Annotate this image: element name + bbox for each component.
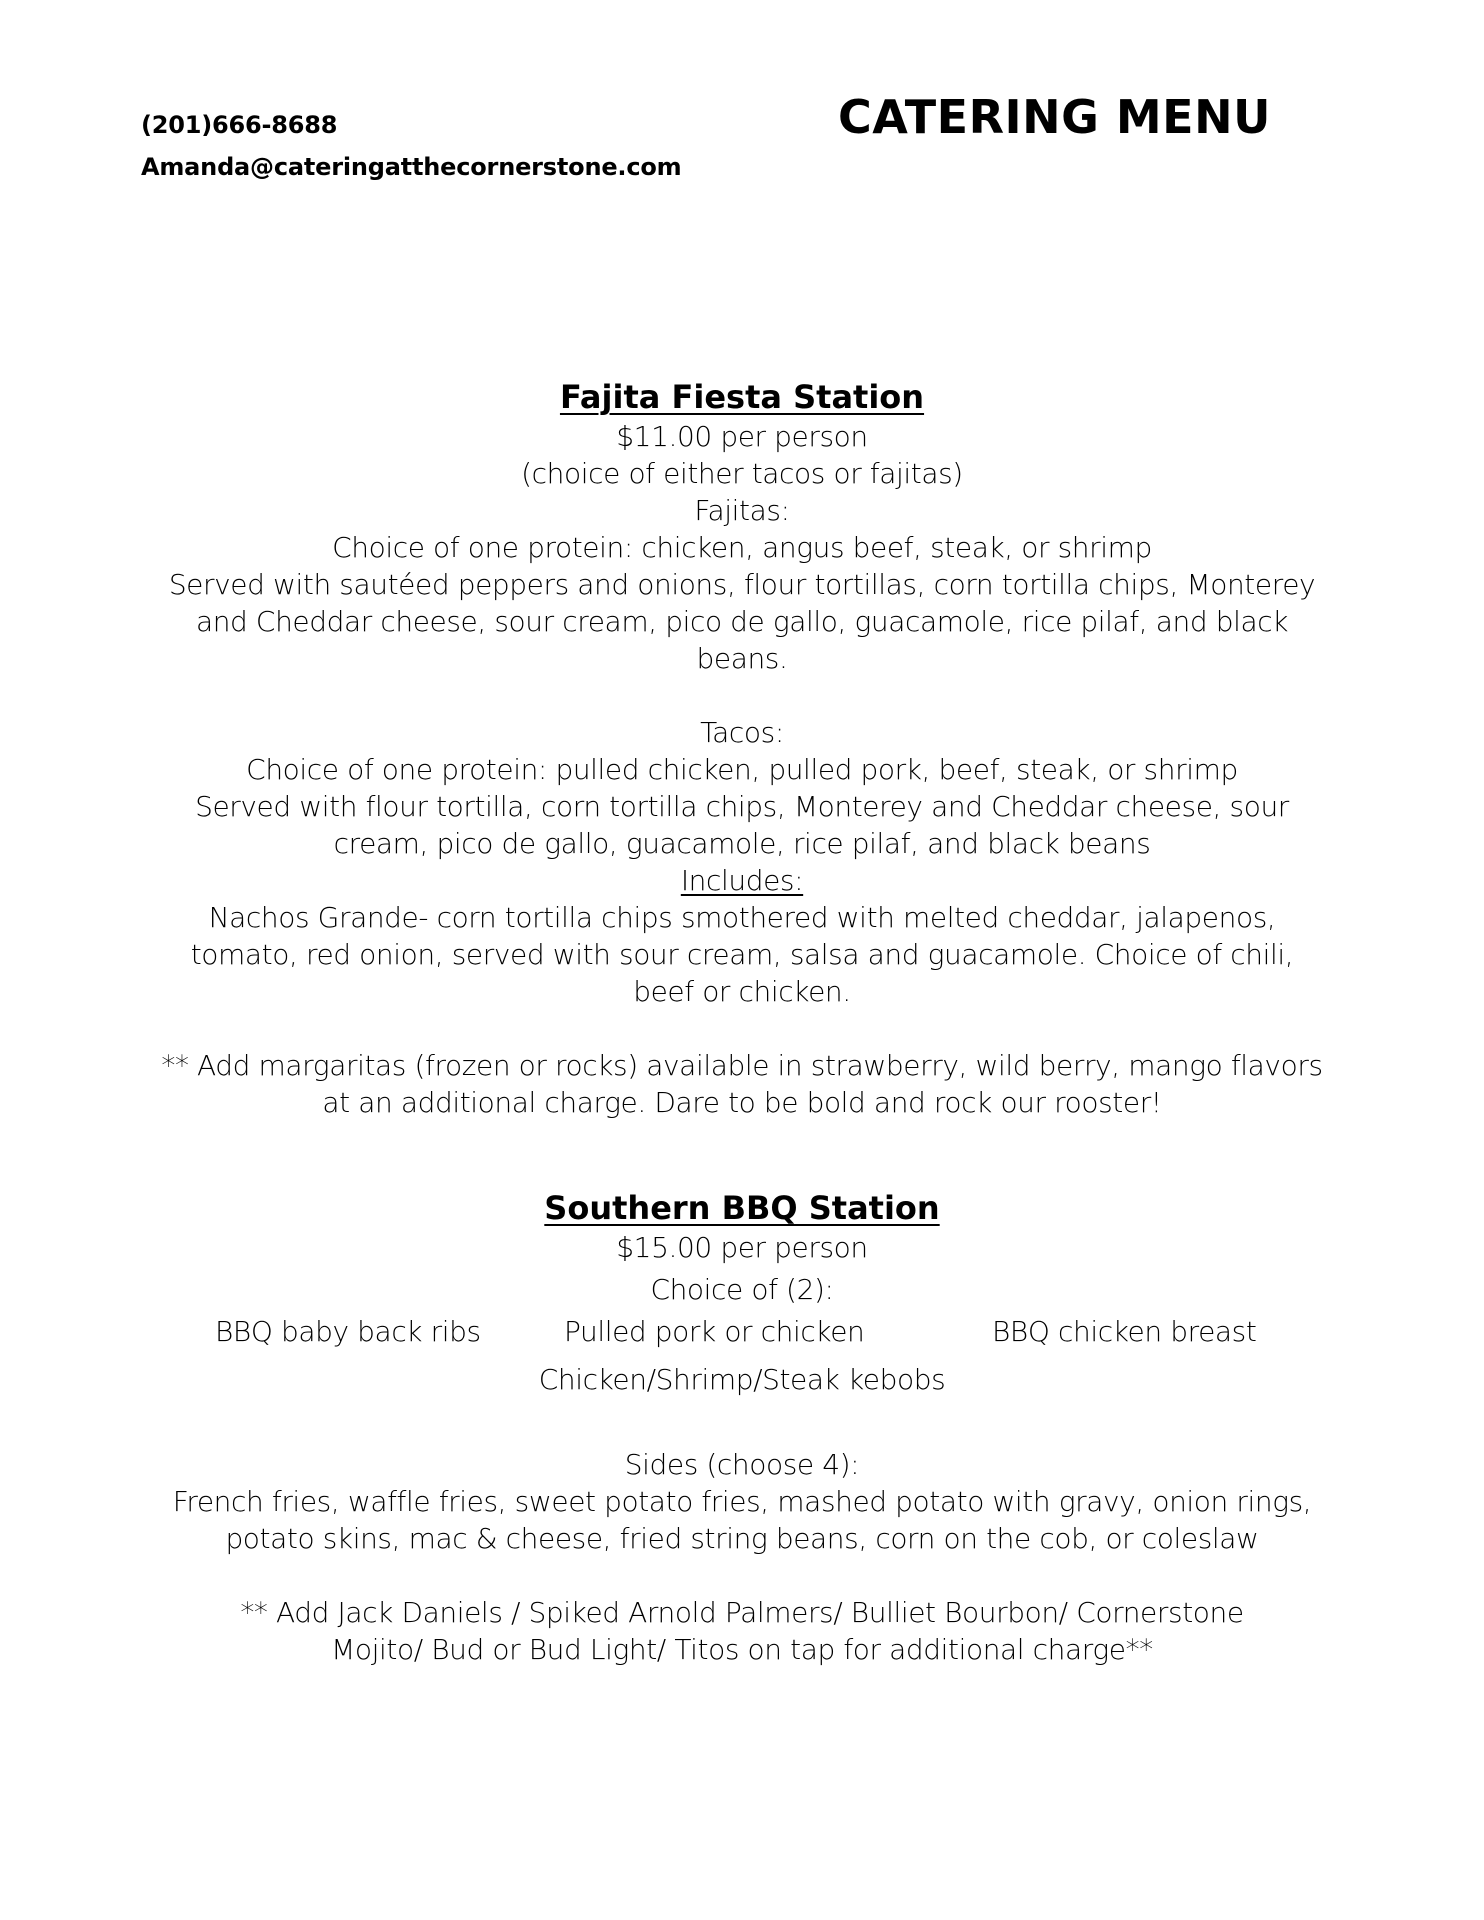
drinks-note-line-1: ** Add Jack Daniels / Spiked Arnold Palmers/ Bulliet Bourbon/ Cornerstone bbox=[240, 1596, 1244, 1629]
bbq-station-title: Southern BBQ Station bbox=[544, 1189, 940, 1227]
sides-line-1: French fries, waffle fries, sweet potato fries, mashed potato with gravy, onion rings, bbox=[172, 1485, 1312, 1518]
bbq-option: BBQ baby back ribs bbox=[215, 1315, 481, 1348]
southern-bbq-station-section bbox=[140, 1187, 1344, 1668]
bbq-price: $15.00 per person bbox=[616, 1231, 868, 1264]
tacos-served-line-2: cream, pico de gallo, guacamole, rice pilaf, and black beans bbox=[333, 827, 1151, 860]
tacos-label: Tacos: bbox=[700, 716, 784, 749]
margarita-note-line-1: ** Add margaritas (frozen or rocks) available in strawberry, wild berry, mango flavors bbox=[161, 1049, 1323, 1082]
fajitas-label: Fajitas: bbox=[694, 494, 790, 527]
includes-label: Includes: bbox=[680, 864, 804, 897]
spacer bbox=[140, 677, 1344, 714]
nachos-line-3: beef or chicken. bbox=[633, 975, 851, 1008]
fajita-fiesta-station-section bbox=[140, 376, 1344, 1121]
bbq-option: BBQ chicken breast bbox=[992, 1315, 1257, 1348]
fajita-price: $11.00 per person bbox=[616, 420, 868, 453]
spacer bbox=[140, 1557, 1344, 1594]
tacos-served-line-1: Served with flour tortilla, corn tortilla chips, Monterey and Cheddar cheese, sour bbox=[195, 790, 1289, 823]
bbq-option: Chicken/Shrimp/Steak kebobs bbox=[538, 1363, 946, 1396]
fajita-station-title: Fajita Fiesta Station bbox=[559, 378, 925, 416]
spacer bbox=[140, 1403, 1344, 1446]
fajitas-served-line-2: and Cheddar cheese, sour cream, pico de gallo, guacamole, rice pilaf, and black bbox=[195, 605, 1289, 638]
phone-number: (201)666-8688 bbox=[141, 111, 338, 139]
tacos-protein: Choice of one protein: pulled chicken, pulled pork, beef, steak, or shrimp bbox=[246, 753, 1238, 786]
bbq-option: Pulled pork or chicken bbox=[564, 1315, 865, 1348]
fajitas-served-line-3: beans. bbox=[696, 642, 788, 675]
bbq-choice-label: Choice of (2): bbox=[650, 1273, 834, 1306]
fajitas-served-line-1: Served with sautéed peppers and onions, flour tortillas, corn tortilla chips, Monterey bbox=[168, 568, 1316, 601]
margarita-note-line-2: at an additional charge. Dare to be bold and rock our rooster! bbox=[322, 1086, 1162, 1119]
nachos-line-1: Nachos Grande- corn tortilla chips smothered with melted cheddar, jalapenos, bbox=[208, 901, 1276, 934]
email-address: Amanda@cateringatthecornerstone.com bbox=[141, 153, 682, 181]
sides-line-2: potato skins, mac & cheese, fried string beans, corn on the cob, or coleslaw bbox=[225, 1522, 1259, 1555]
fajita-choice-note: (choice of either tacos or fajitas) bbox=[521, 457, 963, 490]
nachos-line-2: tomato, red onion, served with sour cream, salsa and guacamole. Choice of chili, bbox=[190, 938, 1294, 971]
spacer bbox=[140, 1010, 1344, 1047]
fajitas-protein: Choice of one protein: chicken, angus beef, steak, or shrimp bbox=[332, 531, 1152, 564]
page-title: CATERING MENU bbox=[838, 90, 1271, 144]
bbq-options-row bbox=[140, 1313, 1344, 1356]
drinks-note-line-2: Mojito/ Bud or Bud Light/ Titos on tap for additional charge** bbox=[331, 1633, 1153, 1666]
sides-label: Sides (choose 4): bbox=[624, 1448, 860, 1481]
